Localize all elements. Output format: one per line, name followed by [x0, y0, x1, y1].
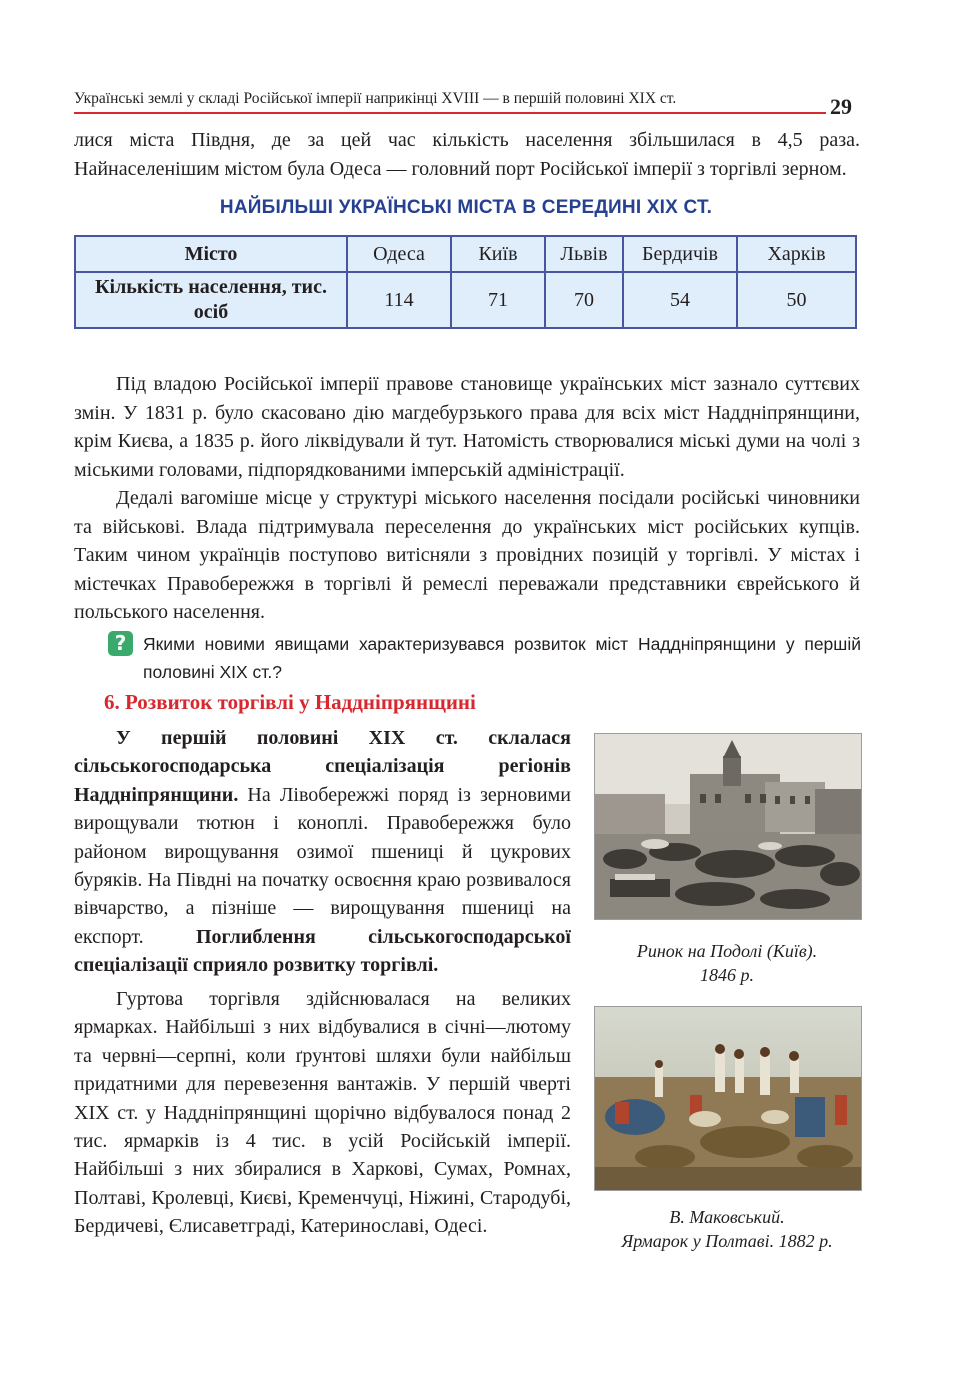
table-header-row — [75, 236, 856, 272]
body-paragraph: Під владою Російської імперії правове становище українських міст зазнало суттєвих змін. У 1831 р. було скасовано дію магдебурзького права для всіх міст Наддніпрянщини, крім Києва, а 1835 р. його ліквідували й тут. Натомість створювалися міські думи на чолі з міськими головами, підпорядкованими імперській адміністрації. — [74, 373, 860, 481]
table-population-cell: 50 — [737, 272, 856, 328]
review-question: Якими новими явищами характеризувався розвиток міст Наддніпрянщини у першій половині XIX ст.? — [143, 634, 861, 682]
section-paragraph — [74, 724, 571, 980]
intro-paragraph: лися міста Півдня, де за цей час кількість населення збільшилася в 4,5 раза. Найнаселенішим містом була Одеса — головний порт Російської імперії з торгівлі зерном. — [74, 129, 860, 180]
running-header: Українські землі у складі Російської імперії наприкінці XVIII — в першій половині XIX ст. — [74, 90, 677, 107]
table-population-cell: 71 — [451, 272, 545, 328]
section-title: 6. Розвиток торгівлі у Наддніпрянщині — [104, 690, 476, 714]
poltava-fair-painting — [594, 1006, 862, 1191]
table-title: НАЙБІЛЬШІ УКРАЇНСЬКІ МІСТА В СЕРЕДИНІ XIX СТ. — [219, 197, 713, 218]
table-city-cell: Харків — [737, 236, 856, 272]
section-paragraph: Гуртова торгівля здійснювалася на великих ярмарках. Найбільші з них відбувалися в січні—лютому та червні—серпні, коли ґрунтові шляхи були найбільш придатними для перевезення вантажів. У першій чверті XIX ст. у Наддніпрянщині щорічно відбувалося понад 2 тис. ярмарків із 4 тис. в усій Російській імперії. Найбільші з них збиралися в Харкові, Сумах, Ромнах, Полтаві, Кролевці, Києві, Кременчуці, Ніжині, Стародубі, Бердичеві, Єлисаветграді, Катеринославі, Одесі. — [74, 988, 571, 1238]
engraving-illustration — [595, 734, 861, 919]
question-icon: ? — [108, 631, 133, 656]
page-number: 29 — [830, 94, 852, 119]
table-population-cell: 70 — [545, 272, 623, 328]
table-city-cell: Бердичів — [623, 236, 737, 272]
caption-line: 1846 р. — [700, 965, 754, 985]
figure-caption — [594, 1205, 860, 1253]
paragraph-body: На Лівобережжі поряд із зерновими вирощували тютюн і коноплі. Правобережжя було районом вирощування озимої пшениці й цукрових буряків. На Півдні на початку освоєння краю розвивалося вівчарство, а пізніше — вирощування пшениці на експорт. — [74, 783, 571, 948]
market-podil-image — [594, 733, 862, 920]
table-population-cell: 114 — [347, 272, 451, 328]
table-header-label: Місто — [75, 236, 347, 272]
table-data-row — [75, 272, 856, 328]
caption-line: Ринок на Подолі (Київ). — [636, 941, 818, 961]
table-row-label: Кількість населення, тис. осіб — [75, 272, 347, 328]
table-city-cell: Львів — [545, 236, 623, 272]
caption-line: В. Маковський. — [669, 1207, 785, 1227]
header-rule — [74, 112, 826, 114]
figure-caption — [594, 939, 860, 987]
table-population-cell: 54 — [623, 272, 737, 328]
painting-illustration — [595, 1007, 861, 1190]
body-paragraph: Дедалі вагоміше місце у структурі міського населення посідали російські чиновники та військові. Влада підтримувала переселення до українських міст російських купців. Таким чином українців поступово витісняли з провідних позицій у торгівлі. У містах і містечках Правобережжя в торгівлі й ремеслі переважали представники єврейського й польського населення. — [74, 487, 860, 623]
table-city-cell: Київ — [451, 236, 545, 272]
bold-lead: У першій половині XIX ст. склалася сільськогосподарська спеціалізація регіонів Наддніпрянщини. — [74, 727, 571, 806]
cities-table — [74, 235, 857, 329]
caption-line: Ярмарок у Полтаві. 1882 р. — [621, 1231, 833, 1251]
table-city-cell: Одеса — [347, 236, 451, 272]
bold-conclusion: Поглиблення сільськогосподарської спеціалізації сприяло розвитку торгівлі. — [74, 925, 571, 977]
